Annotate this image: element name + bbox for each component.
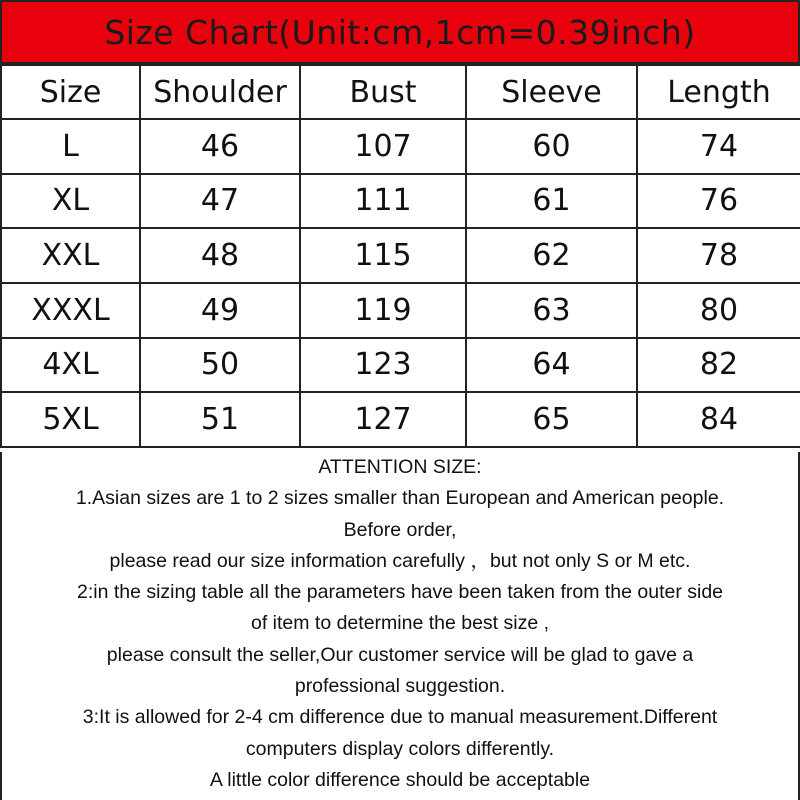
table-header-row: [1, 65, 800, 119]
column-header-shoulder: Shoulder: [140, 65, 300, 119]
table-row: [1, 338, 800, 393]
cell-length: 82: [637, 338, 800, 393]
note-line: of item to determine the best size ,: [250, 612, 550, 635]
table-row: [1, 174, 800, 229]
cell-size: 4XL: [1, 338, 140, 393]
note-line: please consult the seller,Our customer service will be glad to gave a: [106, 643, 694, 666]
note-line: 1.Asian sizes are 1 to 2 sizes smaller than European and American people.: [75, 487, 725, 510]
cell-bust: 119: [300, 283, 466, 338]
column-header-size: Size: [1, 65, 140, 119]
note-line: A little color difference should be acceptable: [209, 768, 591, 791]
note-line: 2:in the sizing table all the parameters have been taken from the outer side: [76, 581, 724, 604]
size-table: [0, 64, 800, 448]
notes-heading: ATTENTION SIZE:: [318, 456, 482, 478]
table-row: [1, 119, 800, 174]
cell-size: XXXL: [1, 283, 140, 338]
cell-length: 80: [637, 283, 800, 338]
cell-size: 5XL: [1, 392, 140, 447]
cell-shoulder: 49: [140, 283, 300, 338]
cell-length: 76: [637, 174, 800, 229]
cell-sleeve: 61: [466, 174, 637, 229]
cell-bust: 111: [300, 174, 466, 229]
cell-sleeve: 60: [466, 119, 637, 174]
cell-size: XXL: [1, 228, 140, 283]
cell-bust: 123: [300, 338, 466, 393]
column-header-sleeve: Sleeve: [466, 65, 637, 119]
cell-sleeve: 65: [466, 392, 637, 447]
cell-bust: 127: [300, 392, 466, 447]
column-header-bust: Bust: [300, 65, 466, 119]
cell-shoulder: 48: [140, 228, 300, 283]
cell-shoulder: 46: [140, 119, 300, 174]
cell-sleeve: 64: [466, 338, 637, 393]
cell-sleeve: 63: [466, 283, 637, 338]
size-attention-notes: [0, 452, 800, 800]
note-line: computers display colors differently.: [245, 737, 555, 760]
column-header-length: Length: [637, 65, 800, 119]
cell-length: 84: [637, 392, 800, 447]
note-line: professional suggestion.: [294, 675, 506, 698]
cell-shoulder: 47: [140, 174, 300, 229]
cell-length: 74: [637, 119, 800, 174]
cell-size: XL: [1, 174, 140, 229]
cell-shoulder: 50: [140, 338, 300, 393]
table-row: [1, 392, 800, 447]
cell-length: 78: [637, 228, 800, 283]
cell-size: L: [1, 119, 140, 174]
table-row: [1, 228, 800, 283]
note-line: 3:It is allowed for 2-4 cm difference due to manual measurement.Different: [82, 706, 718, 729]
cell-shoulder: 51: [140, 392, 300, 447]
note-line: please read our size information carefully ，but not only S or M etc.: [109, 549, 691, 572]
size-chart-title-bar: [0, 0, 800, 64]
table-row: [1, 283, 800, 338]
size-chart-title: Size Chart(Unit:cm,1cm=0.39inch): [104, 12, 696, 52]
cell-sleeve: 62: [466, 228, 637, 283]
cell-bust: 115: [300, 228, 466, 283]
cell-bust: 107: [300, 119, 466, 174]
note-line: Before order,: [343, 518, 457, 541]
